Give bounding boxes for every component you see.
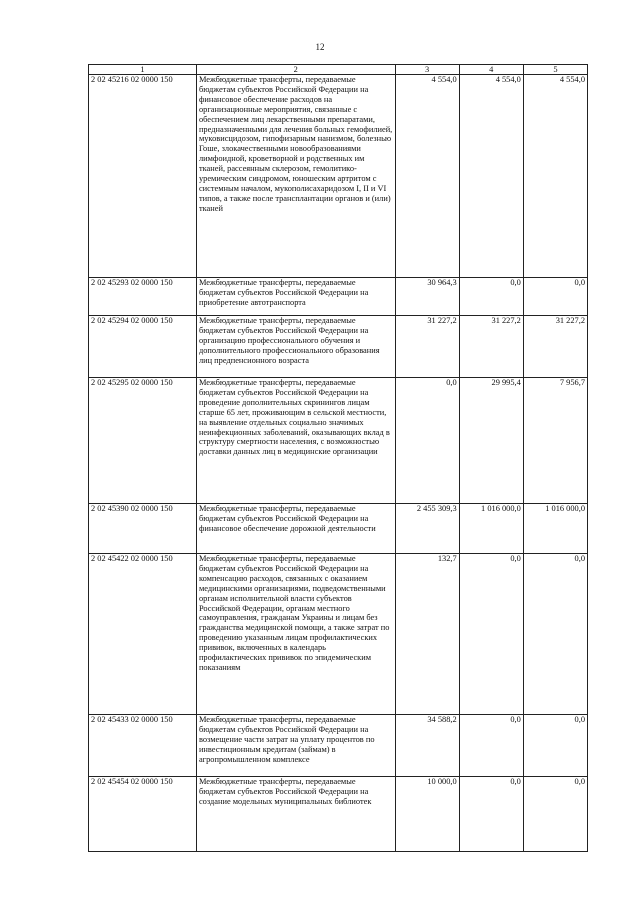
amount-col4: 31 227,2 <box>459 316 523 378</box>
budget-code: 2 02 45294 02 0000 150 <box>89 316 197 378</box>
transfer-description: Межбюджетные трансферты, передаваемые бюджетам субъектов Российской Федерации на проведение дополнительных скринингов лицам старше 65 лет, проживающим в сельской местности, на выявление отдельных социально значимых неинфекционных заболеваний, оказывающих вклад в структуру смертности населения, с возможностью доставки данных лиц в медицинские организации <box>196 378 395 504</box>
transfer-description: Межбюджетные трансферты, передаваемые бюджетам субъектов Российской Федерации на приобретение автотранспорта <box>196 278 395 316</box>
amount-col4: 4 554,0 <box>459 75 523 278</box>
amount-col3: 34 588,2 <box>395 715 459 777</box>
amount-col4: 1 016 000,0 <box>459 504 523 554</box>
amount-col5: 0,0 <box>523 715 587 777</box>
table-row <box>89 378 588 504</box>
transfer-description: Межбюджетные трансферты, передаваемые бюджетам субъектов Российской Федерации на создание модельных муниципальных библиотек <box>196 777 395 852</box>
amount-col4: 29 995,4 <box>459 378 523 504</box>
budget-table <box>88 64 588 852</box>
amount-col5: 1 016 000,0 <box>523 504 587 554</box>
column-header: 2 <box>196 65 395 75</box>
amount-col4: 0,0 <box>459 554 523 715</box>
amount-col3: 0,0 <box>395 378 459 504</box>
transfer-description: Межбюджетные трансферты, передаваемые бюджетам субъектов Российской Федерации на финансовое обеспечение расходов на организационные мероприятия, связанные с обеспечением лиц лекарственными препаратами, предназначенными для лечения больных гемофилией, муковисцидозом, гипофизарным нанизмом, болезнью Гоше, злокачественными новообразованиями лимфоидной, кроветворной и родственных им тканей, рассеянным склерозом, гемолитико-уремическим синдромом, юношеским артритом с системным началом, мукополисахаридозом I, II и VI типов, а также после трансплантации органов и (или) тканей <box>196 75 395 278</box>
table-header-row <box>89 65 588 75</box>
column-header: 5 <box>523 65 587 75</box>
table-row <box>89 715 588 777</box>
amount-col5: 7 956,7 <box>523 378 587 504</box>
transfer-description: Межбюджетные трансферты, передаваемые бюджетам субъектов Российской Федерации на финансовое обеспечение дорожной деятельности <box>196 504 395 554</box>
budget-code: 2 02 45295 02 0000 150 <box>89 378 197 504</box>
table-row <box>89 554 588 715</box>
budget-code: 2 02 45433 02 0000 150 <box>89 715 197 777</box>
amount-col4: 0,0 <box>459 777 523 852</box>
budget-code: 2 02 45454 02 0000 150 <box>89 777 197 852</box>
amount-col5: 0,0 <box>523 278 587 316</box>
transfer-description: Межбюджетные трансферты, передаваемые бюджетам субъектов Российской Федерации на возмещение части затрат на уплату процентов по инвестиционным кредитам (займам) в агропромышленном комплексе <box>196 715 395 777</box>
amount-col3: 2 455 309,3 <box>395 504 459 554</box>
amount-col3: 10 000,0 <box>395 777 459 852</box>
amount-col5: 31 227,2 <box>523 316 587 378</box>
table-row <box>89 278 588 316</box>
column-header: 4 <box>459 65 523 75</box>
table-row <box>89 777 588 852</box>
transfer-description: Межбюджетные трансферты, передаваемые бюджетам субъектов Российской Федерации на компенсацию расходов, связанных с оказанием медицинскими организациями, подведомственными органам исполнительной власти субъектов Российской Федерации, органам местного самоуправления, гражданам Украины и лицам без гражданства медицинской помощи, а также затрат по проведению указанным лицам профилактических прививок, включенных в календарь профилактических прививок по эпидемическим показаниям <box>196 554 395 715</box>
amount-col3: 30 964,3 <box>395 278 459 316</box>
amount-col3: 132,7 <box>395 554 459 715</box>
table-row <box>89 316 588 378</box>
table-row <box>89 75 588 278</box>
table-row <box>89 504 588 554</box>
amount-col3: 31 227,2 <box>395 316 459 378</box>
column-header: 3 <box>395 65 459 75</box>
budget-code: 2 02 45390 02 0000 150 <box>89 504 197 554</box>
amount-col3: 4 554,0 <box>395 75 459 278</box>
amount-col4: 0,0 <box>459 278 523 316</box>
page-number: 12 <box>315 42 325 52</box>
column-header: 1 <box>89 65 197 75</box>
amount-col4: 0,0 <box>459 715 523 777</box>
amount-col5: 4 554,0 <box>523 75 587 278</box>
transfer-description: Межбюджетные трансферты, передаваемые бюджетам субъектов Российской Федерации на организацию профессионального обучения и дополнительного профессионального образования лиц предпенсионного возраста <box>196 316 395 378</box>
amount-col5: 0,0 <box>523 554 587 715</box>
amount-col5: 0,0 <box>523 777 587 852</box>
budget-code: 2 02 45216 02 0000 150 <box>89 75 197 278</box>
budget-code: 2 02 45422 02 0000 150 <box>89 554 197 715</box>
budget-code: 2 02 45293 02 0000 150 <box>89 278 197 316</box>
